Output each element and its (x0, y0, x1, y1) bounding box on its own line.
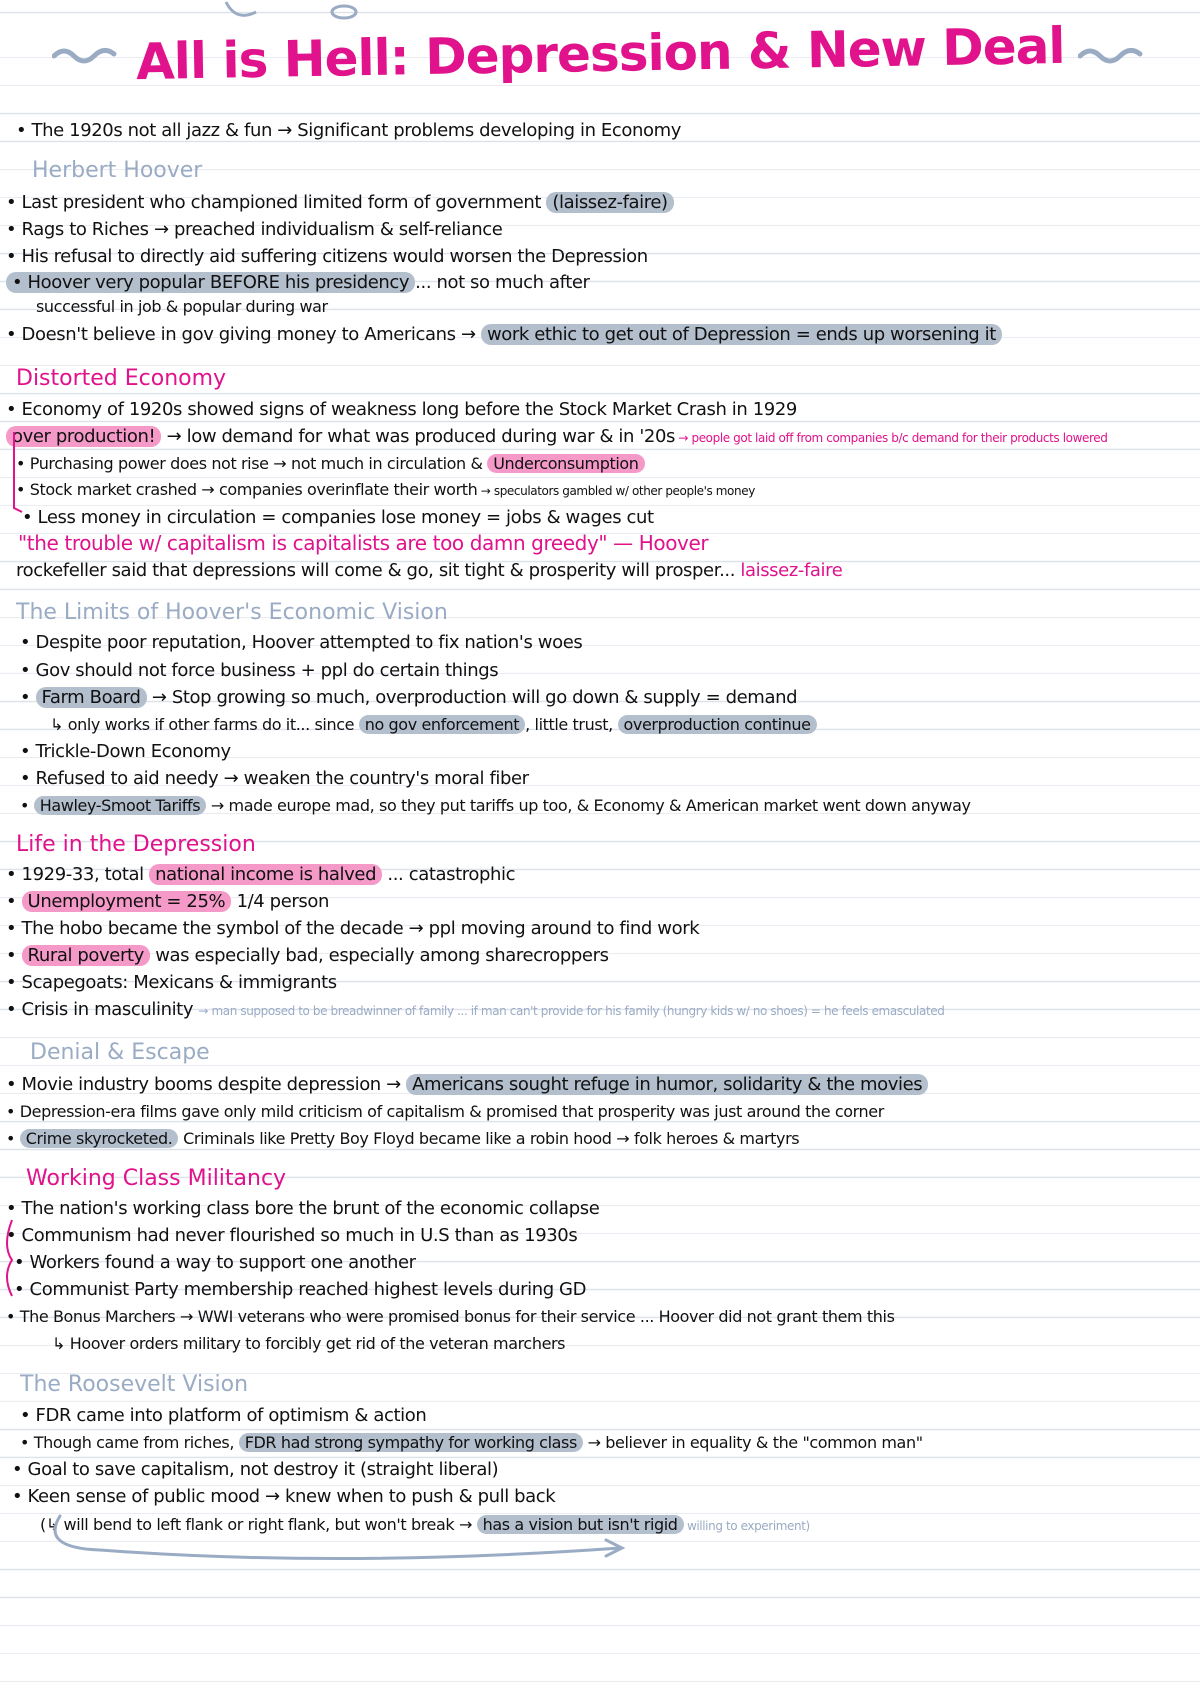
bullet-dot: • (6, 945, 22, 966)
economy-bullet-5: • Less money in circulation = companies lose money = jobs & wages cut (22, 507, 654, 528)
left-squiggle-icon (52, 42, 122, 66)
heading-roosevelt: The Roosevelt Vision (20, 1372, 249, 1397)
economy-bullet-3 (16, 451, 645, 477)
bracket-arrow-icon (4, 428, 24, 518)
limits-bullet-2: • Gov should not force business + ppl do certain things (20, 660, 499, 681)
hoover-bullet-5 (6, 322, 1002, 348)
highlight-farm-board: Farm Board (36, 687, 147, 708)
highlight-popular: • Hoover very popular BEFORE his presidency (6, 272, 415, 293)
speculators-note: → speculators gambled w/ other people's money (477, 484, 755, 498)
rockefeller-line (16, 558, 842, 584)
hoover-bullet-4 (6, 270, 590, 296)
roosevelt-bullet-1: • FDR came into platform of optimism & action (20, 1405, 427, 1426)
roosevelt-text: • Though came from riches, (20, 1433, 239, 1452)
pink-bracket-icon (0, 1216, 16, 1300)
roosevelt-bullet-3: • Goal to save capitalism, not destroy it (straight liberal) (12, 1459, 499, 1480)
denial-text: Criminals like Pretty Boy Floyd became like a robin hood → folk heroes & martyrs (178, 1129, 800, 1148)
bullet-dot: • (20, 687, 36, 708)
working-bullet-2: • Communism had never flourished so much in U.S than as 1930s (6, 1225, 578, 1246)
roosevelt-bullet-2 (20, 1430, 923, 1456)
roosevelt-text: (↳ will bend to left flank or right flank, but won't break → (40, 1515, 477, 1534)
highlight-hawley-smoot: Hawley-Smoot Tariffs (34, 796, 206, 815)
highlight-overproduction: over production! (6, 426, 161, 447)
economy-bullet-2 (6, 424, 1107, 451)
bullet-dot: • (20, 796, 34, 815)
bullet-dot: • (6, 1129, 20, 1148)
life-text: ... catastrophic (382, 864, 516, 885)
working-bullet-1: • The nation's working class bore the brunt of the economic collapse (6, 1198, 600, 1219)
denial-bullet-3 (6, 1126, 799, 1152)
economy-text: → low demand for what was produced during war & in '20s (161, 426, 675, 447)
working-bullet-4: • Communist Party membership reached highest levels during GD (14, 1279, 587, 1300)
heading-herbert-hoover: Herbert Hoover (32, 158, 203, 183)
life-bullet-6 (6, 997, 944, 1024)
limits-text: , little trust, (525, 715, 618, 734)
intro-bullet (16, 118, 681, 144)
economy-bullet-4 (16, 477, 755, 504)
working-bullet-3: • Workers found a way to support one another (14, 1252, 416, 1273)
heading-limits: The Limits of Hoover's Economic Vision (16, 600, 448, 625)
highlight-no-gov: no gov enforcement (359, 715, 525, 734)
life-bullet-3: • The hobo became the symbol of the decade → ppl moving around to find work (6, 918, 700, 939)
highlight-refuge: Americans sought refuge in humor, solidarity & the movies (406, 1074, 928, 1095)
highlight-underconsumption: Underconsumption (487, 454, 644, 473)
limits-text: → Stop growing so much, overproduction will go down & supply = demand (146, 687, 798, 708)
limits-subline (50, 712, 817, 738)
highlight-overproduction-continue: overproduction continue (618, 715, 817, 734)
hoover-text: • Last president who championed limited form of government (6, 192, 547, 213)
highlight-laissez-faire: (laissez-faire) (546, 192, 673, 213)
highlight-sympathy: FDR had strong sympathy for working class (239, 1433, 583, 1452)
bullet-dot: • (6, 891, 22, 912)
limits-text: → made europe mad, so they put tariffs up too, & Economy & American market went down anyway (206, 796, 971, 815)
hoover-bullet-2: • Rags to Riches → preached individualism & self-reliance (6, 219, 503, 240)
working-subline: ↳ Hoover orders military to forcibly get rid of the veteran marchers (52, 1334, 566, 1353)
economy-text: rockefeller said that depressions will come & go, sit tight & prosperity will prosper... (16, 560, 741, 581)
life-bullet-4 (6, 943, 609, 969)
pink-note: → people got laid off from companies b/c demand for their products lowered (675, 431, 1108, 445)
life-text: was especially bad, especially among sharecroppers (149, 945, 609, 966)
laissez-faire-note: laissez-faire (740, 560, 843, 581)
working-bullet-5: • The Bonus Marchers → WWI veterans who were promised bonus for their service ... Hoover did not grant them this (6, 1307, 895, 1326)
highlight-crime: Crime skyrocketed. (20, 1129, 179, 1148)
roosevelt-bullet-4: • Keen sense of public mood → knew when to push & pull back (12, 1486, 556, 1507)
highlight-rural-poverty: Rural poverty (22, 945, 150, 966)
limits-bullet-4: • Trickle-Down Economy (20, 741, 231, 762)
experiment-note: willing to experiment) (683, 1519, 810, 1533)
limits-bullet-3 (20, 685, 797, 711)
highlight-vision: has a vision but isn't rigid (477, 1515, 684, 1534)
curved-arrow-icon (40, 1508, 640, 1578)
heading-life: Life in the Depression (16, 832, 256, 857)
limits-bullet-1: • Despite poor reputation, Hoover attempted to fix nation's woes (20, 632, 583, 653)
highlight-unemployment: Unemployment = 25% (22, 891, 232, 912)
heading-distorted-economy: Distorted Economy (16, 366, 227, 391)
denial-text: • Movie industry booms despite depression → (6, 1074, 407, 1095)
hoover-bullet-1 (6, 190, 674, 216)
title-row (0, 18, 1200, 90)
hoover-text: ... not so much after (415, 272, 590, 293)
hoover-text: • Doesn't believe in gov giving money to Americans → (6, 324, 481, 345)
denial-bullet-2: • Depression-era films gave only mild criticism of capitalism & promised that prosperity was just around the corner (6, 1102, 884, 1121)
life-text: • 1929-33, total (6, 864, 150, 885)
right-squiggle-icon (1078, 42, 1148, 66)
masculinity-note: → man supposed to be breadwinner of family ... if man can't provide for his family (hungry kids w/ no shoes) = he feels emasculated (198, 1004, 945, 1018)
heading-working-class: Working Class Militancy (26, 1166, 287, 1191)
highlight-work-ethic: work ethic to get out of Depression = ends up worsening it (481, 324, 1002, 345)
roosevelt-text: → believer in equality & the "common man" (582, 1433, 923, 1452)
life-text: • Crisis in masculinity (6, 999, 199, 1020)
page-title: All is Hell: Depression & New Deal (135, 16, 1065, 92)
economy-bullet-1: • Economy of 1920s showed signs of weakness long before the Stock Market Crash in 1929 (6, 399, 797, 420)
hoover-bullet-3: • His refusal to directly aid suffering citizens would worsen the Depression (6, 246, 648, 267)
life-bullet-2 (6, 889, 329, 915)
heading-denial: Denial & Escape (30, 1040, 210, 1065)
highlight-income-halved: national income is halved (149, 864, 382, 885)
hoover-quote: "the trouble w/ capitalism is capitalists are too damn greedy" — Hoover (18, 531, 709, 555)
life-text: 1/4 person (231, 891, 329, 912)
limits-bullet-6 (20, 793, 971, 819)
economy-text: • Stock market crashed → companies overinflate their worth (16, 480, 478, 499)
limits-bullet-5: • Refused to aid needy → weaken the country's moral fiber (20, 768, 529, 789)
economy-text: • Purchasing power does not rise → not much in circulation & (16, 454, 488, 473)
hoover-subline: successful in job & popular during war (36, 297, 328, 316)
life-bullet-1 (6, 862, 515, 888)
denial-bullet-1 (6, 1072, 928, 1098)
life-bullet-5: • Scapegoats: Mexicans & immigrants (6, 972, 337, 993)
limits-text: ↳ only works if other farms do it... since (50, 715, 359, 734)
intro-text: • The 1920s not all jazz & fun → Significant problems developing in Economy (16, 120, 682, 141)
